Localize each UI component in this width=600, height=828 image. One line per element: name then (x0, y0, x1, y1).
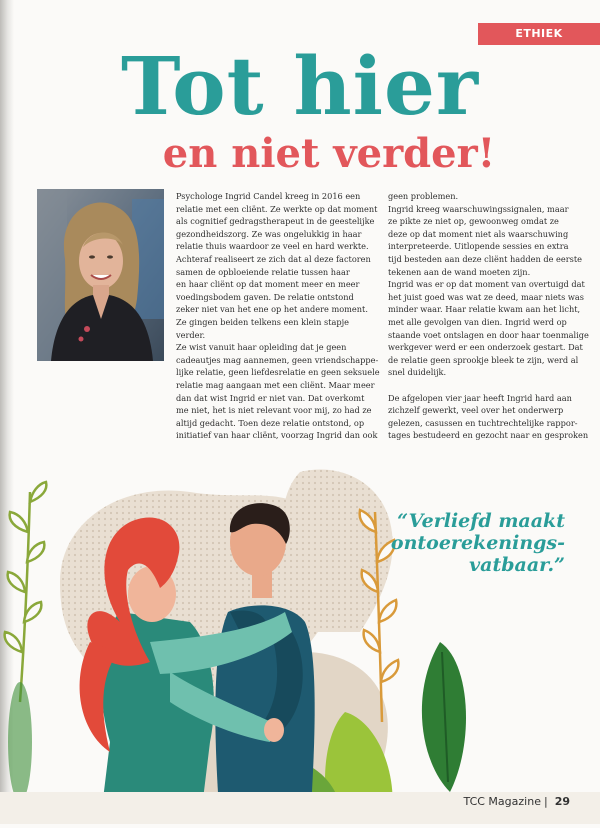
body-line: verder. (176, 329, 206, 340)
body-line: relatie mag aangaan met een cliënt. Maar meer (176, 379, 375, 390)
body-line: minder waar. Haar relatie kwam aan het licht, (388, 304, 581, 315)
footer-separator: | (543, 795, 548, 808)
body-line: dan dat wist Ingrid er niet van. Dat overkomt (176, 392, 365, 403)
body-line: zeker niet van het ene op het andere moment. (176, 304, 368, 315)
subheadline: en niet verder! (162, 130, 496, 177)
body-line: altijd gedacht. Toen deze relatie ontstond, op (176, 417, 365, 428)
body-line: Psychologe Ingrid Candel kreeg in 2016 een (176, 191, 361, 201)
magazine-name: TCC Magazine (463, 795, 541, 808)
body-line: Ze gingen beiden telkens een klein stapje (176, 316, 350, 327)
body-line: zichzelf gewerkt, veel over het onderwerp (388, 405, 564, 416)
pull-quote-line: vatbaar.” (469, 554, 565, 576)
body-line: gelezen, casussen en tuchtrechtelijke rappor- (388, 417, 578, 428)
headline: Tot hier (120, 39, 480, 133)
body-line: Achteraf realiseert ze zich dat al deze factoren (176, 253, 371, 264)
section-tag: ETHIEK (478, 23, 600, 45)
page-footer (464, 795, 571, 808)
body-line: met alle gevolgen van dien. Ingrid werd op (388, 316, 567, 327)
body-line: ze pikte ze niet op, gewoonweg omdat ze (388, 216, 559, 227)
page-number: 29 (554, 795, 570, 808)
body-line: geen problemen. (388, 191, 459, 201)
body-line: Ze wist vanuit haar opleiding dat je geen (176, 342, 347, 353)
body-line: tekenen aan de wand moeten zijn. (388, 266, 531, 277)
pull-quote-line: ontoerekenings- (390, 532, 565, 554)
body-line: deze op dat moment niet als waarschuwing (388, 228, 569, 239)
body-line: Ingrid was er op dat moment van overtuigd dat (388, 279, 585, 290)
body-line: interpreteerde. Uitlopende sessies en extra (388, 241, 569, 252)
body-line: Ingrid kreeg waarschuwingssignalen, maar (388, 203, 569, 214)
body-line: me niet, het is niet relevant voor mij, zo had ze (176, 405, 372, 416)
body-line: relatie met een cliënt. Ze werkte op dat moment (176, 203, 378, 214)
body-line: snel duidelijk. (388, 367, 447, 378)
body-line: het juist goed was wat ze deed, maar niets was (388, 291, 584, 302)
body-line: relatie thuis waardoor ze veel en hard werkte. (176, 241, 369, 252)
body-column-2 (388, 190, 589, 442)
portrait-photo (37, 189, 164, 361)
body-line: De afgelopen vier jaar heeft Ingrid hard aan (388, 392, 572, 403)
body-line: staande voet ontslagen en door haar toenmalige (388, 329, 589, 340)
body-line: als cognitief gedragstherapeut in de geestelijke (176, 216, 375, 227)
body-line: cadeautjes mag aannemen, geen vriendschappe- (176, 354, 379, 365)
pull-quote (390, 510, 565, 576)
body-line: voedingsbodem gaven. De relatie ontstond (176, 291, 354, 302)
body-column-1 (176, 190, 380, 442)
pull-quote-line: “Verliefd maakt (397, 510, 565, 532)
body-line: werkgever werd er een onderzoek gestart. Dat (388, 342, 583, 353)
body-line: de relatie geen sprookje bleek te zijn, werd al (388, 354, 579, 365)
body-line: lijke relatie, geen liefdesrelatie en geen seksuele (176, 367, 380, 378)
body-line: tijd besteden aan deze cliënt hadden de eerste (388, 253, 582, 264)
body-line: tages bestudeerd en gezocht naar en gesproken (388, 430, 589, 441)
body-line: gezondheidszorg. Ze was ongelukkig in haar (176, 228, 362, 239)
body-line: samen de opbloeiende relatie tussen haar (176, 266, 350, 277)
body-line: en haar cliënt op dat moment meer en meer (176, 279, 360, 290)
body-line: initiatief van haar cliënt, voorzag Ingrid dan ook (176, 430, 378, 441)
